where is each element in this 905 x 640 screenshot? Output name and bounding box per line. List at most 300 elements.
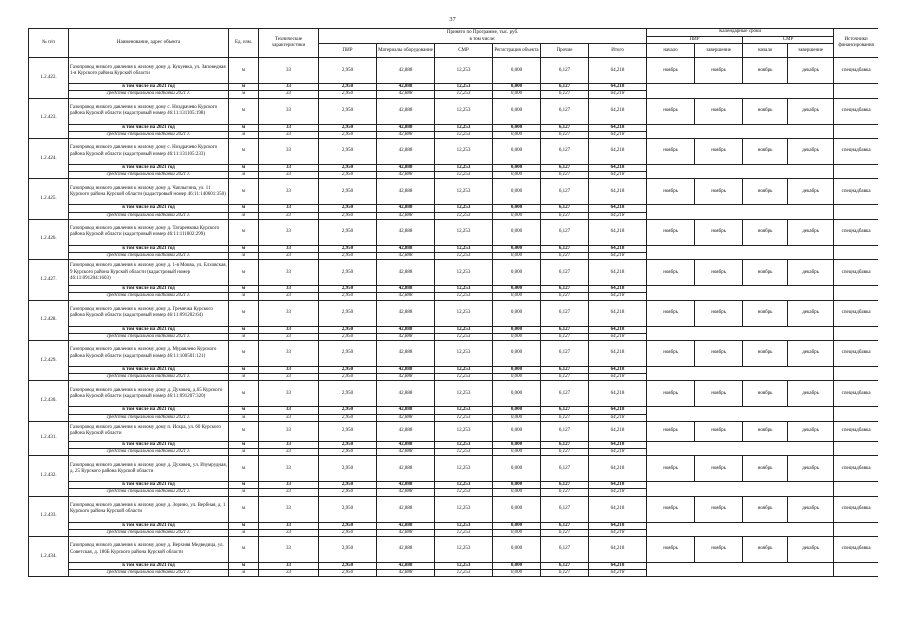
subtotal-pir: 2,950 <box>319 245 377 252</box>
cell-pir: 2,950 <box>319 496 377 522</box>
special-fund-other: 6,127 <box>541 529 589 536</box>
cell-unit: м <box>229 341 259 367</box>
object-name: Газопровод низкого давления к жилому дому д. Гремячка Курского района Курской области (кадастровый номер 46:11:091202:64) <box>69 300 229 326</box>
subtotal-registration: 0,000 <box>493 124 541 131</box>
row-number: 1.2.433. <box>29 496 69 536</box>
cell-smr-end: декабрь <box>788 421 834 441</box>
special-fund-label: средства специальной надбавки 2021 г. <box>69 172 229 179</box>
cell-registration: 0,000 <box>493 341 541 367</box>
subtotal-other: 6,127 <box>541 245 589 252</box>
special-fund-registration: 0,000 <box>493 172 541 179</box>
cell-materials: 42,888 <box>377 496 435 522</box>
special-fund-tech: 33 <box>259 293 319 300</box>
subtotal-registration: 0,000 <box>493 563 541 570</box>
cell-total: 64,218 <box>589 300 647 326</box>
cell-pir-start: ноябрь <box>647 300 695 326</box>
object-name: Газопровод низкого давления к жилому дому д. Духовец, д.65 Курского района Курской области (кадастровый номер 46:11:091207:320) <box>69 381 229 407</box>
cell-smr-start: ноябрь <box>743 98 788 124</box>
subtotal-registration: 0,000 <box>493 522 541 529</box>
special-fund-label: средства специальной надбавки 2021 г. <box>69 529 229 536</box>
subtotal-registration: 0,000 <box>493 326 541 333</box>
subtotal-row <box>29 84 879 91</box>
cell-smr-start: ноябрь <box>743 139 788 165</box>
row-number: 1.2.424. <box>29 139 69 179</box>
cell-smr-start: ноябрь <box>743 219 788 245</box>
special-fund-pir: 2,950 <box>319 212 377 219</box>
special-fund-label: средства специальной надбавки 2021 г. <box>69 131 229 138</box>
table-row <box>29 496 879 522</box>
cell-source: спецнадбавка <box>834 179 878 205</box>
subtotal-tech: 33 <box>259 407 319 414</box>
subtotal-total: 64,218 <box>589 563 647 570</box>
cell-pir: 2,950 <box>319 260 377 286</box>
cell-registration: 0,000 <box>493 179 541 205</box>
subtotal-tech: 33 <box>259 522 319 529</box>
special-fund-tech: 33 <box>259 449 319 456</box>
cell-pir-end: ноябрь <box>695 260 743 286</box>
subtotal-pir: 2,950 <box>319 563 377 570</box>
special-fund-smr: 12,253 <box>435 91 493 98</box>
cell-source: спецнадбавка <box>834 456 878 482</box>
subtotal-label: в том числе на 2021 год <box>69 522 229 529</box>
header-smr: СМР <box>435 44 493 58</box>
subtotal-row <box>29 245 879 252</box>
cell-registration: 0,000 <box>493 219 541 245</box>
cell-smr-end: декабрь <box>788 537 834 563</box>
header-pir-end: завершение <box>695 44 743 58</box>
cell-pir-start: ноябрь <box>647 381 695 407</box>
subtotal-materials: 42,888 <box>377 165 435 172</box>
special-fund-unit: м <box>229 212 259 219</box>
cell-pir-start: ноябрь <box>647 139 695 165</box>
special-fund-pir: 2,950 <box>319 333 377 340</box>
subtotal-materials: 42,888 <box>377 563 435 570</box>
header-cal-smr: СМР <box>743 37 834 44</box>
special-fund-tech: 33 <box>259 570 319 577</box>
subtotal-unit: м <box>229 124 259 131</box>
subtotal-registration: 0,000 <box>493 482 541 489</box>
header-other: Прочие <box>541 44 589 58</box>
cell-tech: 33 <box>259 98 319 124</box>
cell-smr: 12,253 <box>435 341 493 367</box>
special-fund-materials: 42,888 <box>377 333 435 340</box>
cell-materials: 42,888 <box>377 139 435 165</box>
cell-other: 6,127 <box>541 456 589 482</box>
subtotal-unit: м <box>229 326 259 333</box>
subtotal-label: в том числе на 2021 год <box>69 245 229 252</box>
cell-total: 64,218 <box>589 179 647 205</box>
cell-smr-start: ноябрь <box>743 179 788 205</box>
special-fund-unit: м <box>229 253 259 260</box>
special-fund-pir: 2,950 <box>319 172 377 179</box>
special-fund-unit: м <box>229 293 259 300</box>
subtotal-unit: м <box>229 367 259 374</box>
cell-other: 6,127 <box>541 219 589 245</box>
special-fund-other: 6,127 <box>541 570 589 577</box>
subtotal-tech: 33 <box>259 482 319 489</box>
special-fund-registration: 0,000 <box>493 131 541 138</box>
cell-other: 6,127 <box>541 496 589 522</box>
object-name: Газопровод низкого давления к жилому дому д. Татаренкова Курского района Курской области (кадастровый номер 46:11:111802:299) <box>69 219 229 245</box>
subtotal-total: 64,218 <box>589 245 647 252</box>
cell-tech: 33 <box>259 219 319 245</box>
special-fund-unit: м <box>229 529 259 536</box>
special-fund-total: 64,218 <box>589 449 647 456</box>
cell-pir-end: ноябрь <box>695 58 743 84</box>
table-row <box>29 341 879 367</box>
table-row <box>29 300 879 326</box>
subtotal-registration: 0,000 <box>493 245 541 252</box>
subtotal-tech: 33 <box>259 367 319 374</box>
cell-total: 64,218 <box>589 139 647 165</box>
cell-pir-end: ноябрь <box>695 219 743 245</box>
subtotal-other: 6,127 <box>541 482 589 489</box>
subtotal-label: в том числе на 2021 год <box>69 286 229 293</box>
cell-unit: м <box>229 219 259 245</box>
cell-unit: м <box>229 300 259 326</box>
cell-unit: м <box>229 456 259 482</box>
cell-total: 64,218 <box>589 260 647 286</box>
special-fund-total: 64,218 <box>589 414 647 421</box>
special-fund-label: средства специальной надбавки 2021 г. <box>69 333 229 340</box>
cell-other: 6,127 <box>541 260 589 286</box>
special-fund-smr: 12,253 <box>435 131 493 138</box>
subtotal-other: 6,127 <box>541 522 589 529</box>
special-fund-pir: 2,950 <box>319 131 377 138</box>
subtotal-total: 64,218 <box>589 482 647 489</box>
special-fund-total: 64,218 <box>589 529 647 536</box>
special-fund-registration: 0,000 <box>493 570 541 577</box>
subtotal-total: 64,218 <box>589 165 647 172</box>
subtotal-pir: 2,950 <box>319 367 377 374</box>
special-fund-smr: 12,253 <box>435 374 493 381</box>
subtotal-smr: 12,253 <box>435 367 493 374</box>
cell-smr-end: декабрь <box>788 381 834 407</box>
cell-other: 6,127 <box>541 300 589 326</box>
cell-pir: 2,950 <box>319 219 377 245</box>
special-fund-label: средства специальной надбавки 2021 г. <box>69 374 229 381</box>
subtotal-pir: 2,950 <box>319 407 377 414</box>
subtotal-label: в том числе на 2021 год <box>69 326 229 333</box>
special-fund-other: 6,127 <box>541 374 589 381</box>
cell-smr-end: декабрь <box>788 341 834 367</box>
cell-materials: 42,888 <box>377 219 435 245</box>
subtotal-other: 6,127 <box>541 441 589 448</box>
subtotal-total: 64,218 <box>589 367 647 374</box>
table-row <box>29 58 879 84</box>
subtotal-total: 64,218 <box>589 407 647 414</box>
cell-tech: 33 <box>259 139 319 165</box>
cell-materials: 42,888 <box>377 179 435 205</box>
cell-pir: 2,950 <box>319 341 377 367</box>
special-fund-total: 64,218 <box>589 212 647 219</box>
object-name: Газопровод низкого давления к жилому дому п. Искра, ул. 60 Курского района Курской области <box>69 421 229 441</box>
cell-pir: 2,950 <box>319 421 377 441</box>
cell-source: спецнадбавка <box>834 300 878 326</box>
cell-other: 6,127 <box>541 341 589 367</box>
cell-materials: 42,888 <box>377 300 435 326</box>
cell-materials: 42,888 <box>377 58 435 84</box>
cell-smr-start: ноябрь <box>743 537 788 563</box>
subtotal-label: в том числе на 2021 год <box>69 165 229 172</box>
special-fund-pir: 2,950 <box>319 529 377 536</box>
subtotal-row <box>29 326 879 333</box>
subtotal-label: в том числе на 2021 год <box>69 205 229 212</box>
cell-registration: 0,000 <box>493 58 541 84</box>
cell-pir: 2,950 <box>319 537 377 563</box>
special-fund-smr: 12,253 <box>435 253 493 260</box>
cell-smr: 12,253 <box>435 421 493 441</box>
subtotal-smr: 12,253 <box>435 522 493 529</box>
cell-pir-start: ноябрь <box>647 98 695 124</box>
cell-pir-end: ноябрь <box>695 456 743 482</box>
cell-pir-end: ноябрь <box>695 139 743 165</box>
subtotal-materials: 42,888 <box>377 205 435 212</box>
subtotal-row <box>29 165 879 172</box>
row-number: 1.2.430. <box>29 381 69 421</box>
cell-total: 64,218 <box>589 381 647 407</box>
header-name: Наименование, адрес объекта <box>69 29 229 58</box>
cell-other: 6,127 <box>541 139 589 165</box>
subtotal-registration: 0,000 <box>493 407 541 414</box>
cell-tech: 33 <box>259 179 319 205</box>
subtotal-unit: м <box>229 165 259 172</box>
special-fund-materials: 42,888 <box>377 91 435 98</box>
cell-smr-end: декабрь <box>788 219 834 245</box>
subtotal-pir: 2,950 <box>319 326 377 333</box>
subtotal-unit: м <box>229 84 259 91</box>
subtotal-smr: 12,253 <box>435 482 493 489</box>
header-calendar: Календарные сроки <box>647 29 834 37</box>
cell-registration: 0,000 <box>493 139 541 165</box>
special-fund-registration: 0,000 <box>493 212 541 219</box>
cell-materials: 42,888 <box>377 341 435 367</box>
special-fund-label: средства специальной надбавки 2021 г. <box>69 212 229 219</box>
cell-smr-end: декабрь <box>788 98 834 124</box>
header-num: № п/п <box>29 29 69 58</box>
subtotal-unit: м <box>229 245 259 252</box>
cell-pir-end: ноябрь <box>695 98 743 124</box>
object-name: Газопровод низкого давления к жилому дому д. 1-я Моква, ул. Елховская, 9 Курского района Курской области (кадастровый номер 46:11:091204:1603) <box>69 260 229 286</box>
header-pir-start: начало <box>647 44 695 58</box>
special-fund-registration: 0,000 <box>493 333 541 340</box>
special-fund-materials: 42,888 <box>377 570 435 577</box>
subtotal-label: в том числе на 2021 год <box>69 407 229 414</box>
special-fund-pir: 2,950 <box>319 253 377 260</box>
cell-unit: м <box>229 381 259 407</box>
special-fund-total: 64,218 <box>589 374 647 381</box>
cell-total: 64,218 <box>589 421 647 441</box>
subtotal-registration: 0,000 <box>493 441 541 448</box>
cell-tech: 33 <box>259 300 319 326</box>
cell-smr-start: ноябрь <box>743 341 788 367</box>
object-name: Газопровод низкого давления к жилому дому д. Зорино, ул. Вербная, д. 1 Курского района Курской области <box>69 496 229 522</box>
cell-pir-start: ноябрь <box>647 179 695 205</box>
cell-pir-start: ноябрь <box>647 341 695 367</box>
row-number: 1.2.427. <box>29 260 69 300</box>
cell-registration: 0,000 <box>493 537 541 563</box>
header-unit: Ед. изм. <box>229 29 259 58</box>
row-number: 1.2.432. <box>29 456 69 496</box>
subtotal-tech: 33 <box>259 124 319 131</box>
special-fund-materials: 42,888 <box>377 489 435 496</box>
cell-tech: 33 <box>259 58 319 84</box>
cell-smr-end: декабрь <box>788 58 834 84</box>
special-fund-smr: 12,253 <box>435 449 493 456</box>
table-row <box>29 179 879 205</box>
subtotal-registration: 0,000 <box>493 286 541 293</box>
subtotal-smr: 12,253 <box>435 441 493 448</box>
special-fund-materials: 42,888 <box>377 172 435 179</box>
row-number: 1.2.429. <box>29 341 69 381</box>
cell-smr-start: ноябрь <box>743 300 788 326</box>
header-smr-end: завершение <box>788 44 834 58</box>
cell-source: спецнадбавка <box>834 260 878 286</box>
cell-pir-end: ноябрь <box>695 179 743 205</box>
cell-pir-start: ноябрь <box>647 219 695 245</box>
special-fund-pir: 2,950 <box>319 449 377 456</box>
subtotal-materials: 42,888 <box>377 407 435 414</box>
special-fund-tech: 33 <box>259 489 319 496</box>
cell-smr-end: декабрь <box>788 456 834 482</box>
row-number: 1.2.422. <box>29 58 69 98</box>
special-fund-unit: м <box>229 333 259 340</box>
subtotal-pir: 2,950 <box>319 522 377 529</box>
cell-smr: 12,253 <box>435 139 493 165</box>
cell-registration: 0,000 <box>493 496 541 522</box>
cell-pir-start: ноябрь <box>647 58 695 84</box>
subtotal-other: 6,127 <box>541 563 589 570</box>
subtotal-pir: 2,950 <box>319 482 377 489</box>
cell-unit: м <box>229 58 259 84</box>
special-fund-materials: 42,888 <box>377 212 435 219</box>
subtotal-row <box>29 286 879 293</box>
header-pir: ПИР <box>319 44 377 58</box>
special-fund-tech: 33 <box>259 374 319 381</box>
subtotal-total: 64,218 <box>589 124 647 131</box>
subtotal-pir: 2,950 <box>319 124 377 131</box>
table-row <box>29 260 879 286</box>
subtotal-row <box>29 441 879 448</box>
cell-unit: м <box>229 537 259 563</box>
subtotal-smr: 12,253 <box>435 407 493 414</box>
cell-pir-end: ноябрь <box>695 381 743 407</box>
subtotal-row <box>29 124 879 131</box>
page-number: 37 <box>449 16 456 23</box>
subtotal-total: 64,218 <box>589 84 647 91</box>
header-sources: Источники финансирования <box>834 29 878 58</box>
special-fund-unit: м <box>229 489 259 496</box>
subtotal-smr: 12,253 <box>435 245 493 252</box>
cell-total: 64,218 <box>589 456 647 482</box>
subtotal-smr: 12,253 <box>435 84 493 91</box>
subtotal-materials: 42,888 <box>377 522 435 529</box>
row-number: 1.2.428. <box>29 300 69 340</box>
cell-materials: 42,888 <box>377 537 435 563</box>
subtotal-smr: 12,253 <box>435 326 493 333</box>
cell-tech: 33 <box>259 421 319 441</box>
cell-smr: 12,253 <box>435 260 493 286</box>
special-fund-label: средства специальной надбавки 2021 г. <box>69 293 229 300</box>
special-fund-other: 6,127 <box>541 449 589 456</box>
subtotal-label: в том числе на 2021 год <box>69 84 229 91</box>
special-fund-tech: 33 <box>259 529 319 536</box>
header-including: в том числе: <box>319 37 647 44</box>
special-fund-smr: 12,253 <box>435 333 493 340</box>
special-fund-label: средства специальной надбавки 2021 г. <box>69 449 229 456</box>
cell-pir: 2,950 <box>319 179 377 205</box>
special-fund-label: средства специальной надбавки 2021 г. <box>69 414 229 421</box>
cell-pir-end: ноябрь <box>695 537 743 563</box>
cell-source: спецнадбавка <box>834 537 878 563</box>
object-name: Газопровод низкого давления к жилому дому д. Кукуевка, ул. Заповедная 1-я Курского района Курской области <box>69 58 229 84</box>
cell-other: 6,127 <box>541 381 589 407</box>
cell-unit: м <box>229 98 259 124</box>
special-fund-total: 64,218 <box>589 570 647 577</box>
cell-tech: 33 <box>259 260 319 286</box>
special-fund-label: средства специальной надбавки 2021 г. <box>69 570 229 577</box>
special-fund-smr: 12,253 <box>435 212 493 219</box>
cell-total: 64,218 <box>589 341 647 367</box>
subtotal-smr: 12,253 <box>435 563 493 570</box>
special-fund-smr: 12,253 <box>435 570 493 577</box>
cell-pir: 2,950 <box>319 98 377 124</box>
subtotal-registration: 0,000 <box>493 205 541 212</box>
header-cal-pir: ПИР <box>647 37 743 44</box>
special-fund-registration: 0,000 <box>493 91 541 98</box>
cell-materials: 42,888 <box>377 456 435 482</box>
subtotal-total: 64,218 <box>589 326 647 333</box>
special-fund-total: 64,218 <box>589 172 647 179</box>
subtotal-materials: 42,888 <box>377 367 435 374</box>
cell-other: 6,127 <box>541 421 589 441</box>
cell-smr-end: декабрь <box>788 260 834 286</box>
subtotal-label: в том числе на 2021 год <box>69 124 229 131</box>
subtotal-tech: 33 <box>259 84 319 91</box>
special-fund-tech: 33 <box>259 91 319 98</box>
special-fund-unit: м <box>229 131 259 138</box>
cell-total: 64,218 <box>589 98 647 124</box>
special-fund-unit: м <box>229 374 259 381</box>
cell-pir: 2,950 <box>319 381 377 407</box>
special-fund-registration: 0,000 <box>493 489 541 496</box>
subtotal-tech: 33 <box>259 563 319 570</box>
cell-source: спецнадбавка <box>834 381 878 407</box>
subtotal-row <box>29 482 879 489</box>
special-fund-total: 64,218 <box>589 489 647 496</box>
special-fund-smr: 12,253 <box>435 293 493 300</box>
special-fund-pir: 2,950 <box>319 489 377 496</box>
subtotal-tech: 33 <box>259 205 319 212</box>
object-name: Газопровод низкого давления к жилому дому д. Чаплыгина, ул. 11 Курского района Курской области (кадастровый номер 46:11:140601:350) <box>69 179 229 205</box>
subtotal-row <box>29 205 879 212</box>
subtotal-other: 6,127 <box>541 124 589 131</box>
special-fund-materials: 42,888 <box>377 131 435 138</box>
subtotal-other: 6,127 <box>541 367 589 374</box>
special-fund-total: 64,218 <box>589 293 647 300</box>
subtotal-registration: 0,000 <box>493 165 541 172</box>
cell-pir-start: ноябрь <box>647 537 695 563</box>
cell-total: 64,218 <box>589 496 647 522</box>
special-fund-registration: 0,000 <box>493 374 541 381</box>
subtotal-unit: м <box>229 563 259 570</box>
subtotal-materials: 42,888 <box>377 124 435 131</box>
special-fund-smr: 12,253 <box>435 489 493 496</box>
cell-registration: 0,000 <box>493 98 541 124</box>
special-fund-other: 6,127 <box>541 489 589 496</box>
cell-pir-end: ноябрь <box>695 496 743 522</box>
special-fund-tech: 33 <box>259 172 319 179</box>
